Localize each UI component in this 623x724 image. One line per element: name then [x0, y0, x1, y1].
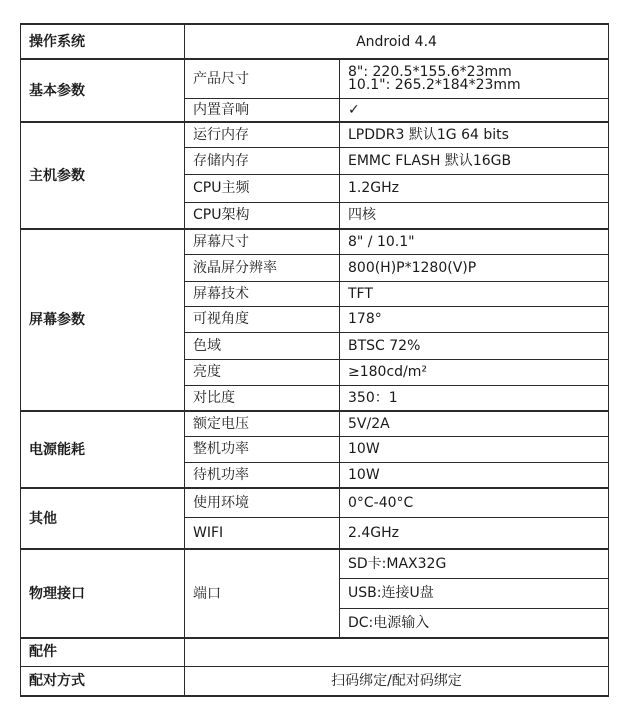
- basic-speaker-key: 内置音响: [185, 98, 340, 122]
- screen-value: 8" / 10.1": [340, 229, 609, 254]
- screen-value: 178°: [340, 306, 609, 332]
- host-value: EMMC FLASH 默认16GB: [340, 147, 609, 174]
- host-label: 主机参数: [21, 122, 185, 229]
- host-value: LPDDR3 默认1G 64 bits: [340, 122, 609, 147]
- ports-label: 物理接口: [21, 549, 185, 638]
- ports-value: USB:连接U盘: [340, 578, 609, 608]
- screen-label: 屏幕参数: [21, 229, 185, 411]
- basic-size-line1: 8": 220.5*155.6*23mm: [348, 63, 512, 80]
- pairing-value: 扫码绑定/配对码绑定: [185, 666, 609, 696]
- os-label: 操作系统: [21, 24, 185, 59]
- screen-key: 亮度: [185, 359, 340, 385]
- row-host-0: [21, 122, 609, 147]
- screen-key: 屏幕技术: [185, 281, 340, 306]
- other-key: WIFI: [185, 517, 340, 549]
- other-value: 0°C-40°C: [340, 488, 609, 517]
- check-icon: ✓: [340, 98, 609, 122]
- power-key: 待机功率: [185, 462, 340, 488]
- row-os: [21, 24, 609, 59]
- screen-key: 屏幕尺寸: [185, 229, 340, 254]
- power-key: 额定电压: [185, 411, 340, 436]
- host-value: 1.2GHz: [340, 174, 609, 202]
- screen-value: 800(H)P*1280(V)P: [340, 254, 609, 281]
- host-value: 四核: [340, 202, 609, 229]
- accessories-value: [185, 638, 609, 666]
- host-key: CPU架构: [185, 202, 340, 229]
- screen-value: ≥180cd/m²: [340, 359, 609, 385]
- host-key: 运行内存: [185, 122, 340, 147]
- screen-value: TFT: [340, 281, 609, 306]
- screen-value: BTSC 72%: [340, 332, 609, 359]
- row-screen-0: [21, 229, 609, 254]
- other-key: 使用环境: [185, 488, 340, 517]
- power-value: 10W: [340, 462, 609, 488]
- power-value: 10W: [340, 436, 609, 462]
- basic-size-line2: 10.1": 265.2*184*23mm: [348, 76, 521, 93]
- basic-size-key: 产品尺寸: [185, 59, 340, 98]
- power-value: 5V/2A: [340, 411, 609, 436]
- other-label: 其他: [21, 488, 185, 549]
- ports-value: SD卡:MAX32G: [340, 549, 609, 578]
- power-label: 电源能耗: [21, 411, 185, 488]
- screen-key: 对比度: [185, 385, 340, 411]
- row-basic-size: [21, 59, 609, 98]
- power-key: 整机功率: [185, 436, 340, 462]
- host-key: CPU主频: [185, 174, 340, 202]
- screen-key: 液晶屏分辨率: [185, 254, 340, 281]
- other-value: 2.4GHz: [340, 517, 609, 549]
- row-pairing: [21, 666, 609, 696]
- basic-label: 基本参数: [21, 59, 185, 122]
- spec-table: [20, 23, 609, 697]
- basic-size-value: [340, 59, 609, 98]
- screen-value: 350：1: [340, 385, 609, 411]
- ports-key: 端口: [185, 549, 340, 638]
- ports-value: DC:电源输入: [340, 608, 609, 638]
- os-value: Android 4.4: [185, 24, 609, 59]
- screen-key: 色域: [185, 332, 340, 359]
- row-ports-0: [21, 549, 609, 578]
- screen-key: 可视角度: [185, 306, 340, 332]
- row-power-0: [21, 411, 609, 436]
- row-other-0: [21, 488, 609, 517]
- accessories-label: 配件: [21, 638, 185, 666]
- pairing-label: 配对方式: [21, 666, 185, 696]
- row-accessories: [21, 638, 609, 666]
- host-key: 存储内存: [185, 147, 340, 174]
